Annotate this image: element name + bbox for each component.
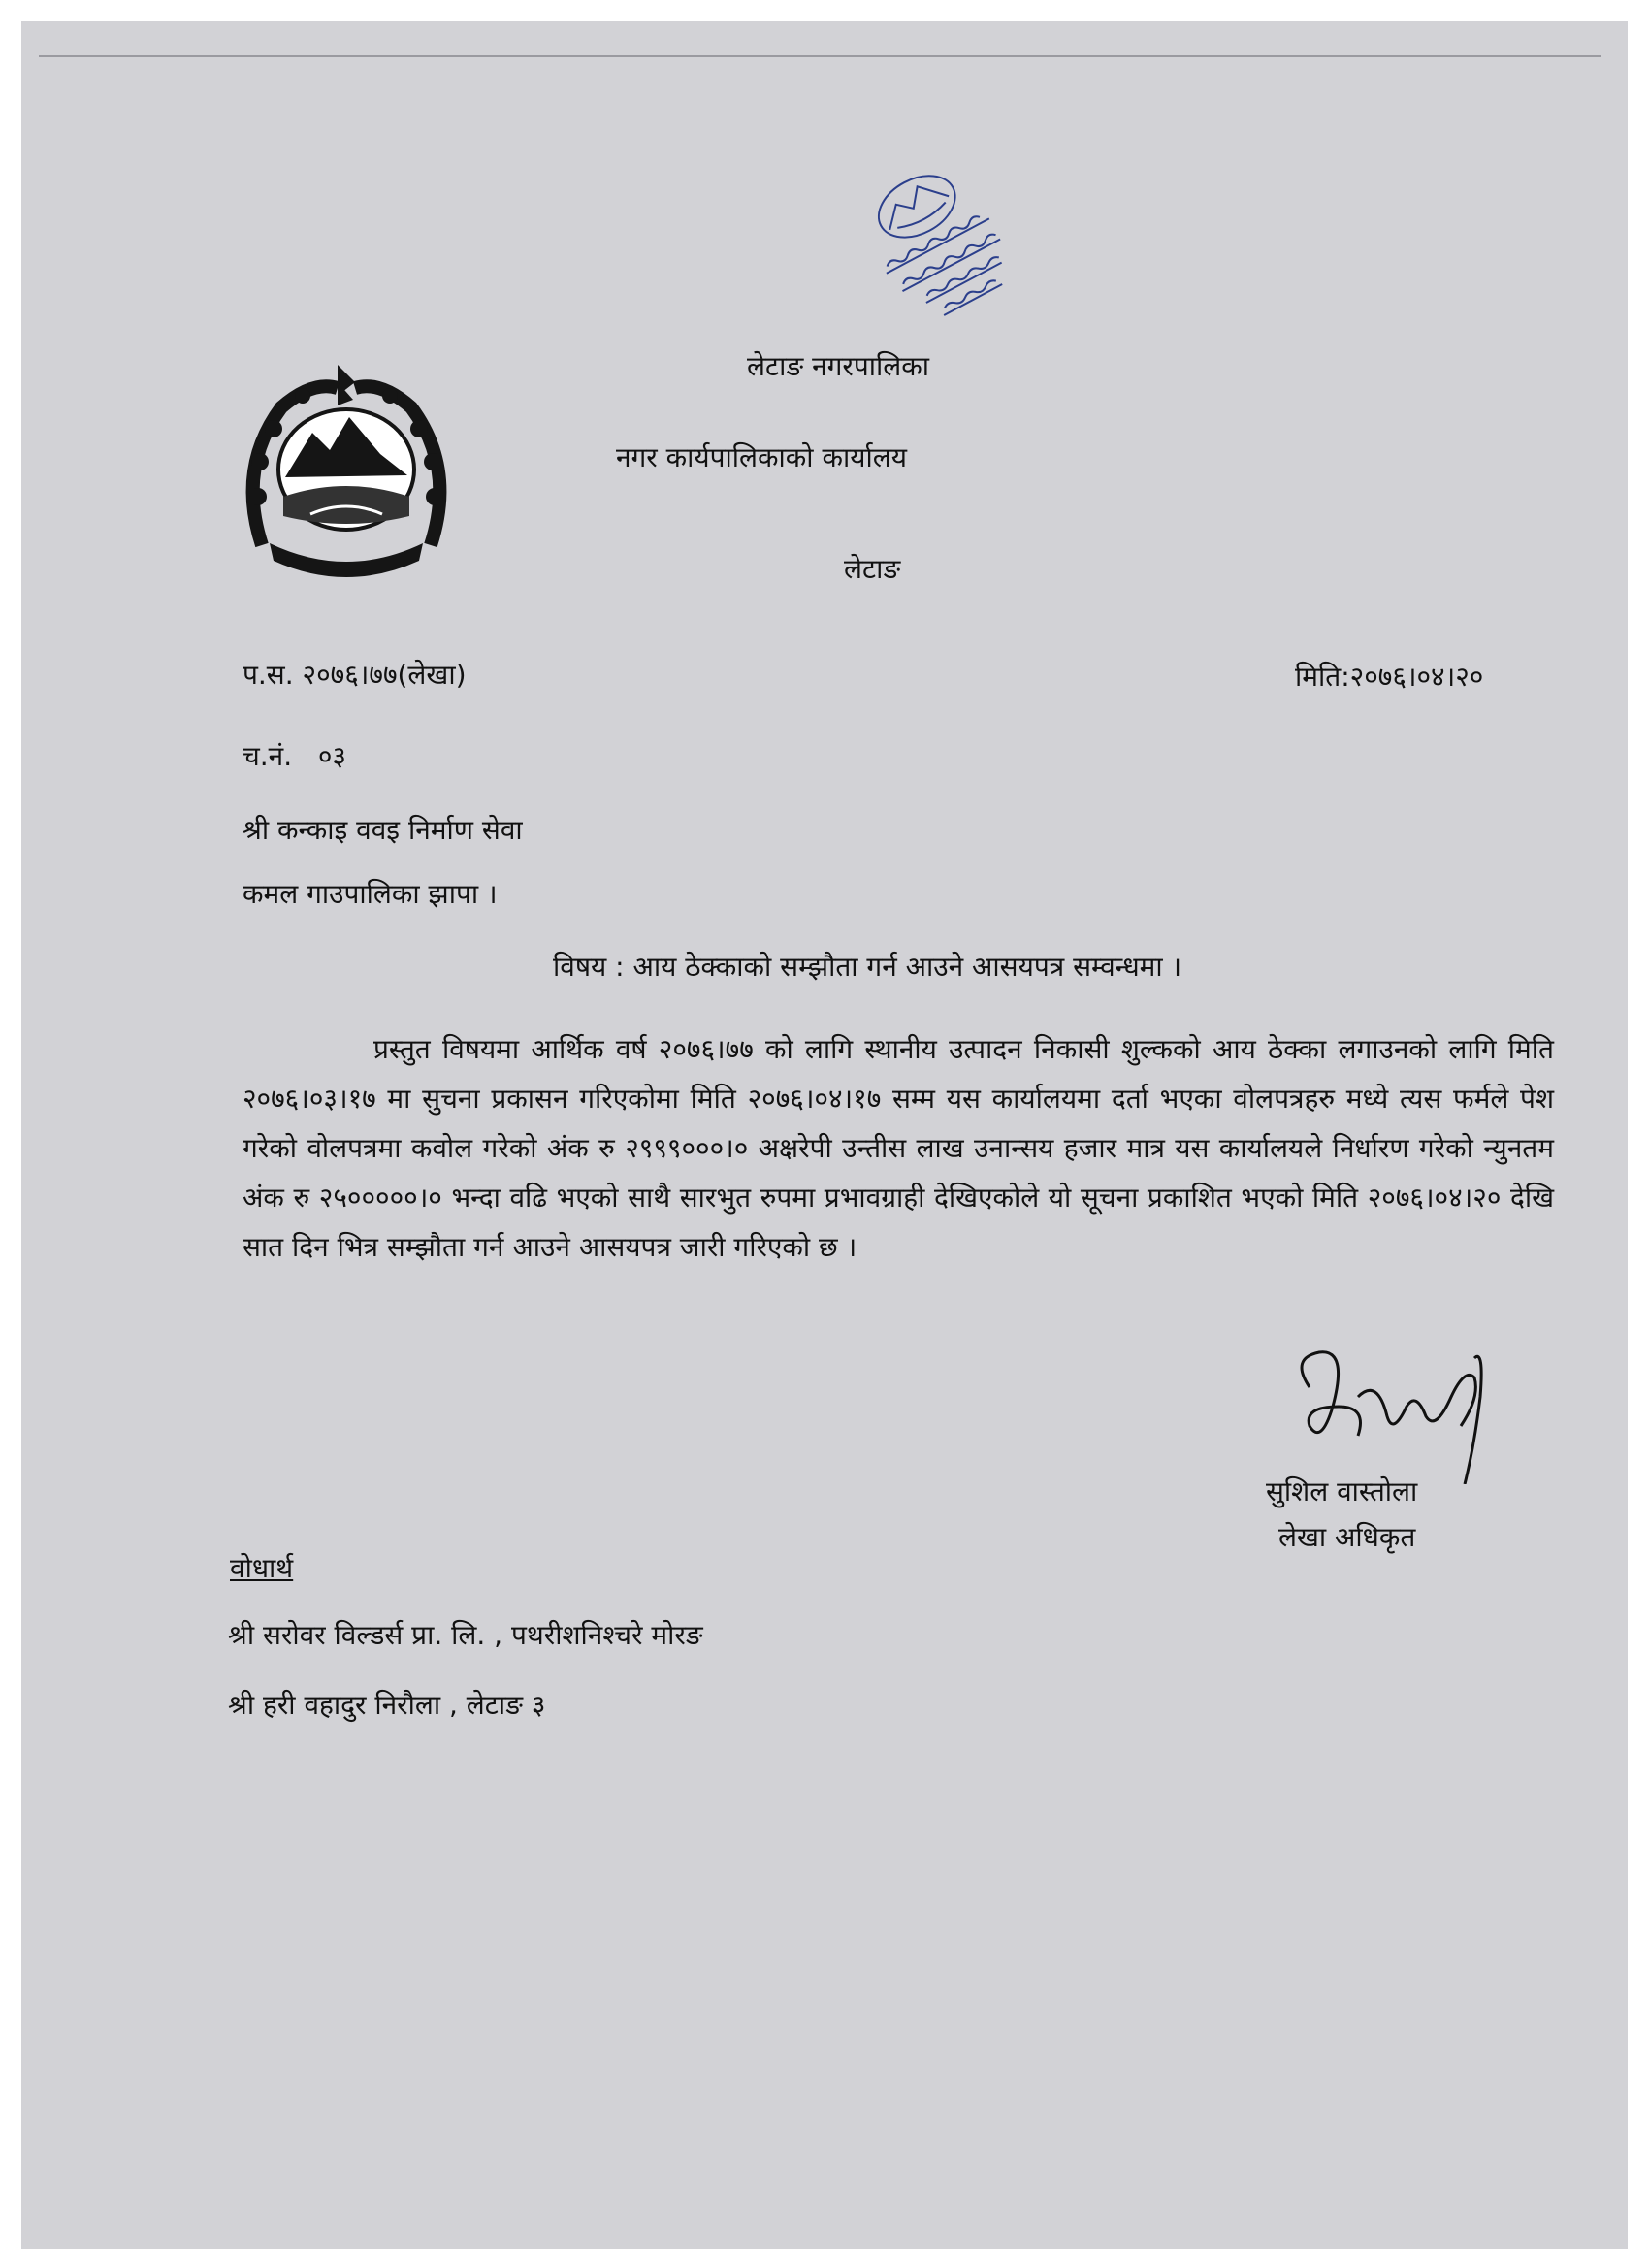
top-rule bbox=[39, 55, 1600, 57]
recipient-address: कमल गाउपालिका झापा । bbox=[242, 878, 498, 910]
office-stamp bbox=[839, 163, 1033, 323]
letter-subject: विषय : आय ठेक्काको सम्झौता गर्न आउने आसयपत्र सम्वन्धमा । bbox=[553, 951, 1182, 983]
letter-date: मिति:२०७६।०४।२० bbox=[1295, 661, 1484, 693]
cc-item: श्री सरोवर विल्डर्स प्रा. लि. , पथरीशनिश्चरे मोरङ bbox=[228, 1619, 703, 1651]
cc-item: श्री हरी वहादुर निरौला , लेटाङ ३ bbox=[228, 1689, 546, 1721]
signature bbox=[1280, 1339, 1513, 1484]
signatory-title: लेखा अधिकृत bbox=[1278, 1521, 1416, 1553]
nepal-emblem-icon bbox=[235, 361, 458, 584]
reference-number: प.स. २०७६।७७(लेखा) bbox=[242, 659, 467, 691]
municipality-name: लेटाङ नगरपालिका bbox=[747, 350, 929, 382]
office-place: लेटाङ bbox=[844, 553, 901, 585]
letter-body: प्रस्तुत विषयमा आर्थिक वर्ष २०७६।७७ को लागि स्थानीय उत्पादन निकासी शुल्कको आय ठेक्का लगाउनको लागि मिति २०७६।०३।१७ मा सुचना प्रकासन गरिएकोमा मिति २०७६।०४।१७ सम्म यस कार्यालयमा दर्ता भएका वोलपत्रहरु मध्ये त्यस फर्मले पेश गरेको वोलपत्रमा कवोल गरेको अंक रु २९९९०००।० अक्षरेपी उन्तीस लाख उनान्सय हजार मात्र यस कार्यालयले निर्धारण गरेको न्युनतम अंक रु २५०००००।० भन्दा वढि भएको साथै सारभुत रुपमा प्रभावग्राही देखिएकोले यो सूचना प्रकाशित भएको मिति २०७६।०४।२० देखि सात दिन भित्र सम्झौता गर्न आउने आसयपत्र जारी गरिएको छ । bbox=[242, 1033, 1554, 1263]
cc-heading: वोधार्थ bbox=[230, 1552, 294, 1584]
dispatch-number: च.नं. ०३ bbox=[242, 740, 346, 772]
office-name: नगर कार्यपालिकाको कार्यालय bbox=[616, 441, 907, 473]
recipient-name: श्री कन्काइ ववइ निर्माण सेवा bbox=[242, 814, 523, 846]
signatory-name: सुशिल वास्तोला bbox=[1266, 1475, 1418, 1507]
